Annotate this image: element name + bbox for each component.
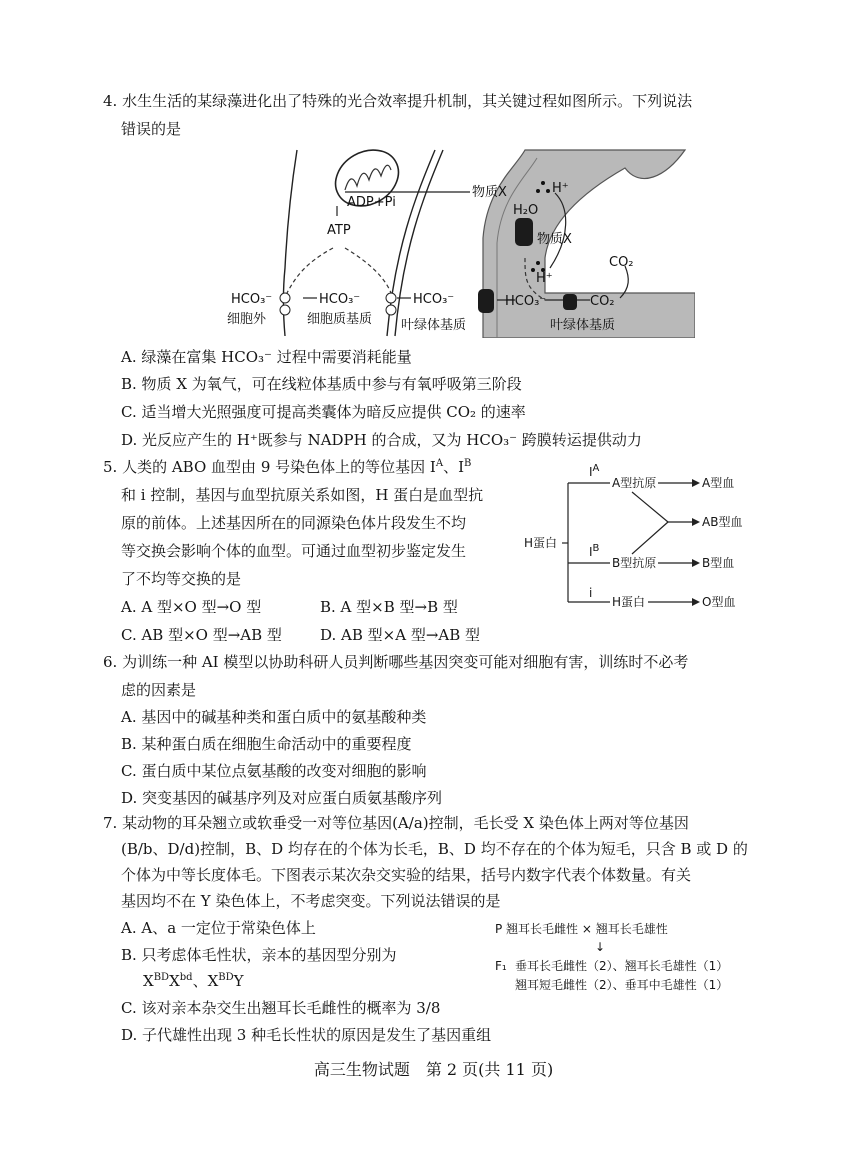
label-h-plus-top: H⁺	[552, 181, 569, 196]
q4-option-b[interactable]: B. 物质 X 为氧气，可在线粒体基质中参与有氧呼吸第三阶段	[121, 375, 522, 393]
label-hco3-chloroplast: HCO₃⁻	[505, 294, 547, 309]
q7-option-a[interactable]: A. A、a 一定位于常染色体上	[121, 919, 316, 937]
label-stroma-right: 叶绿体基质	[550, 318, 616, 333]
label-stroma-left: 叶绿体基质	[401, 318, 467, 333]
a-blood: A型血	[702, 476, 735, 490]
label-co2-mid: CO₂	[590, 294, 615, 309]
q4-stem-line1: 4. 水生生活的某绿藻进化出了特殊的光合效率提升机制，其关键过程如图所示。下列说法	[103, 92, 693, 110]
q7-stem-line1: 7. 某动物的耳朵翘立或软垂受一对等位基因(A/a)控制，毛长受 X 染色体上两对等位基因	[103, 814, 689, 832]
cross-arrow: ↓	[595, 940, 606, 954]
q7-option-b-genotypes: $X^{BD}X^{bd}$、$X^{BD}Y$	[143, 972, 244, 990]
cross-f1-label: F₁	[495, 959, 507, 973]
q6-option-b[interactable]: B. 某种蛋白质在细胞生命活动中的重要程度	[121, 735, 412, 753]
gene-ia: $I^A$	[589, 463, 600, 479]
q4-stem-line2: 错误的是	[121, 120, 182, 138]
o-blood: O型血	[702, 595, 736, 609]
q5-stem-line2: 和 i 控制，基因与血型抗原关系如图，H 蛋白是血型抗	[121, 486, 484, 504]
page-footer: 高三生物试题 第 2 页(共 11 页)	[313, 1060, 554, 1079]
q5-stem-line3: 原的前体。上述基因所在的同源染色体片段发生不均	[121, 514, 467, 532]
q5-option-a[interactable]: A. A 型×O 型→O 型	[121, 598, 262, 616]
q5-option-d[interactable]: D. AB 型×A 型→AB 型	[320, 626, 481, 644]
q4-option-a[interactable]: A. 绿藻在富集 HCO₃⁻ 过程中需要消耗能量	[121, 348, 412, 366]
q6-stem-line1: 6. 为训练一种 AI 模型以协助科研人员判断哪些基因突变可能对细胞有害，训练时不必考	[103, 653, 689, 671]
label-atp: ATP	[327, 223, 351, 238]
q4-option-d[interactable]: D. 光反应产生的 H⁺既参与 NADPH 的合成，又为 HCO₃⁻ 跨膜转运提供动力	[121, 431, 642, 449]
q5-stem-line4: 等交换会影响个体的血型。可通过血型初步鉴定发生	[121, 542, 467, 560]
q4-option-c[interactable]: C. 适当增大光照强度可提高类囊体为暗反应提供 CO₂ 的速率	[121, 403, 526, 421]
h-protein-2: H蛋白	[612, 595, 646, 609]
label-adp-pi: ADP+Pi	[347, 195, 396, 210]
q7-stem-line3: 个体为中等长度体毛。下图表示某次杂交实验的结果，括号内数字代表个体数量。有关	[121, 866, 692, 884]
h-protein: H蛋白	[524, 536, 558, 550]
a-antigen: A型抗原	[612, 476, 657, 490]
label-hco3-outside: HCO₃⁻	[231, 292, 273, 307]
label-h-plus-mid: H⁺	[536, 271, 553, 286]
q6-stem-line2: 虑的因素是	[121, 681, 197, 699]
label-outside: 细胞外	[227, 312, 267, 327]
q5-option-b[interactable]: B. A 型×B 型→B 型	[320, 598, 458, 616]
label-hco3-stroma: HCO₃⁻	[413, 292, 455, 307]
label-co2-top: CO₂	[609, 255, 634, 270]
q6-option-a[interactable]: A. 基因中的碱基种类和蛋白质中的氨基酸种类	[121, 708, 427, 726]
cross-parents: P 翘耳长毛雌性 × 翘耳长毛雄性	[495, 922, 668, 936]
q7-stem-line2: (B/b、D/d)控制，B、D 均存在的个体为长毛，B、D 均不存在的个体为短毛，只含 B 或 D 的	[121, 840, 748, 858]
q4-figure	[225, 148, 695, 338]
q5-stem-line5: 了不均等交换的是	[121, 570, 242, 588]
b-antigen: B型抗原	[612, 556, 657, 570]
q6-option-c[interactable]: C. 蛋白质中某位点氨基酸的改变对细胞的影响	[121, 762, 427, 780]
q7-option-c[interactable]: C. 该对亲本杂交生出翘耳长毛雌性的概率为 3/8	[121, 999, 441, 1017]
q5-stem-line1: 5. 人类的 ABO 血型由 9 号染色体上的等位基因 $I^A$、$I^B$	[103, 458, 472, 476]
b-blood: B型血	[702, 556, 735, 570]
gene-i: i	[589, 586, 593, 600]
label-h2o: H₂O	[513, 203, 539, 218]
q7-option-d[interactable]: D. 子代雄性出现 3 种毛长性状的原因是发生了基因重组	[121, 1026, 492, 1044]
q7-stem-line4: 基因均不在 Y 染色体上，不考虑突变。下列说法错误的是	[121, 892, 501, 910]
label-substance-x: 物质X	[472, 185, 507, 200]
label-substance-x-2: 物质X	[537, 232, 572, 247]
label-cytoplasm: 细胞质基质	[307, 312, 373, 327]
label-hco3-cytoplasm: HCO₃⁻	[319, 292, 361, 307]
cross-f1-line2: 翘耳短毛雌性（2）、垂耳中毛雄性（1）	[515, 978, 729, 992]
q7-option-b[interactable]: B. 只考虑体毛性状，亲本的基因型分别为	[121, 946, 397, 964]
gene-ib: $I^B$	[589, 543, 600, 559]
ab-blood: AB型血	[702, 515, 743, 529]
q6-option-d[interactable]: D. 突变基因的碱基序列及对应蛋白质氨基酸序列	[121, 789, 443, 807]
q5-option-c[interactable]: C. AB 型×O 型→AB 型	[121, 626, 282, 644]
cross-f1-line1: 垂耳长毛雌性（2）、翘耳长毛雄性（1）	[515, 959, 729, 973]
